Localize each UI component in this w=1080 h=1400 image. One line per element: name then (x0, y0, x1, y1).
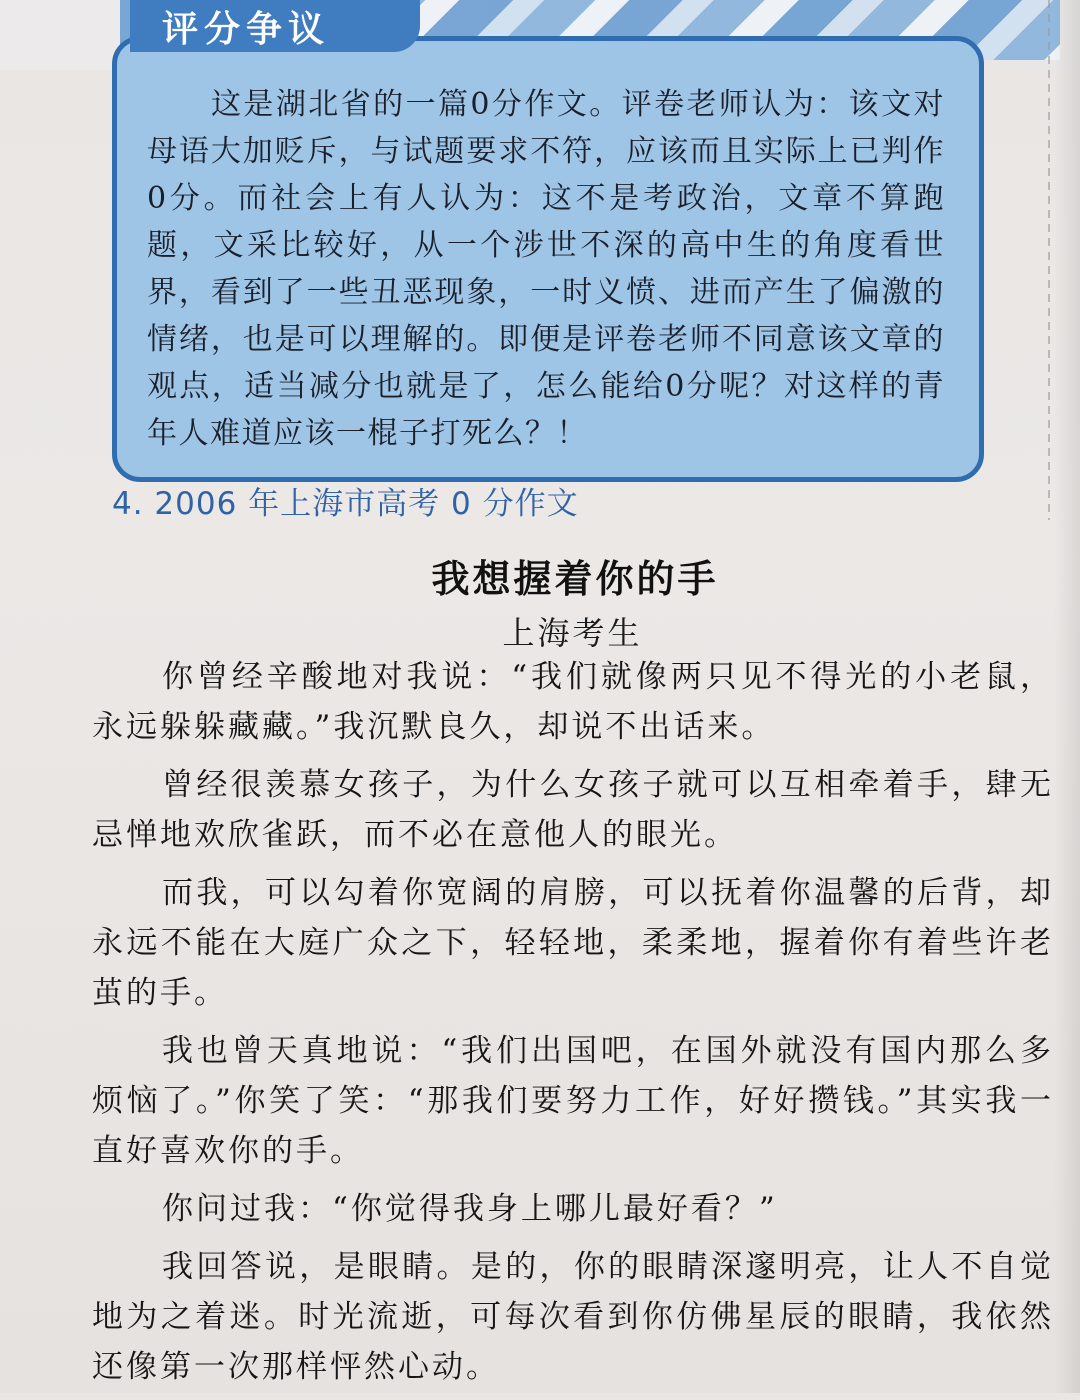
essay-body (92, 652, 1054, 1400)
essay-paragraph: 我也曾天真地说：“我们出国吧，在国外就没有国内那么多烦恼了。”你笑了笑：“那我们要努力工作，好好攒钱。”其实我一直好喜欢你的手。 (92, 1033, 1054, 1169)
essay-paragraph: 曾经很羡慕女孩子，为什么女孩子就可以互相牵着手，肆无忌惮地欢欣雀跃，而不必在意他人的眼光。 (92, 767, 1054, 853)
section-header (130, 0, 420, 52)
dispute-box (112, 36, 984, 482)
section-title: 评分争议 (162, 8, 331, 50)
essay-paragraph: 而我，可以勾着你宽阔的肩膀，可以抚着你温馨的后背，却永远不能在大庭广众之下，轻轻地，柔柔地，握着你有着些许老茧的手。 (92, 875, 1054, 1011)
essay-author: 上海考生 (502, 614, 643, 652)
essay-paragraph: 我回答说，是眼睛。是的，你的眼睛深邃明亮，让人不自觉地为之着迷。时光流逝，可每次看到你仿佛星辰的眼睛，我依然还像第一次那样怦然心动。 (92, 1249, 1054, 1385)
page-edge-shadow (1054, 0, 1080, 1393)
page-edge-line (1048, 0, 1050, 520)
essay-paragraph: 你曾经辛酸地对我说：“我们就像两只见不得光的小老鼠，永远躲躲藏藏。”我沉默良久，却说不出话来。 (92, 659, 1054, 745)
dispute-text: 这是湖北省的一篇0分作文。评卷老师认为：该文对母语大加贬斥，与试题要求不符，应该而且实际上已判作0分。而社会上有人认为：这不是考政治，文章不算跑题，文采比较好，从一个涉世不深的高中生的角度看世界，看到了一些丑恶现象，一时义愤、进而产生了偏激的情绪，也是可以理解的。即便是评卷老师不同意该文章的观点，适当减分也就是了，怎么能给0分呢？对这样的青年人难道应该一棍子打死么？！ (147, 87, 945, 451)
essay-heading: 4. 2006 年上海市高考 0 分作文 (112, 486, 579, 522)
essay-paragraph: 你问过我：“你觉得我身上哪儿最好看？” (162, 1191, 778, 1227)
essay-title: 我想握着你的手 (431, 557, 719, 601)
